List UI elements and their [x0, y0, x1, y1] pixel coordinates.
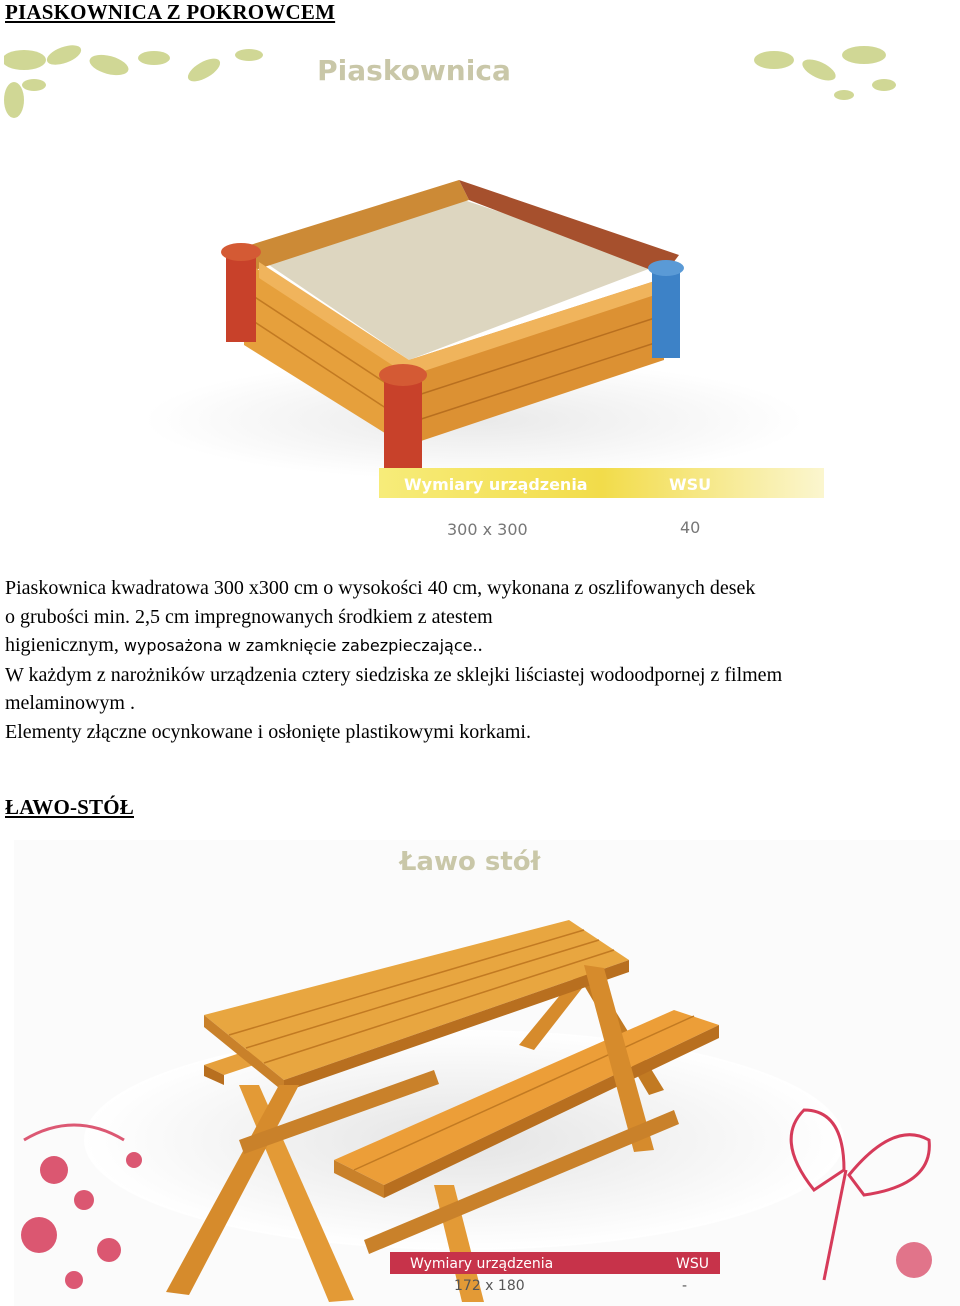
description-text-sans: wyposażona w zamknięcie zabezpieczające. [123, 636, 478, 655]
sandbox-description [5, 574, 960, 746]
description-text: higienicznym, [5, 634, 124, 656]
description-line: o grubości min. 2,5 cm impregnowanych środkiem z atestem [5, 605, 493, 628]
dimensions-value: 172 x 180 [454, 1278, 525, 1294]
band-label: Wymiary urządzenia [404, 475, 588, 494]
bench-table-illustration [14, 840, 960, 1306]
description-text: . [477, 634, 483, 656]
description-line: melaminowym . [5, 692, 135, 714]
description-line: Piaskownica kwadratowa 300 x300 cm o wysokości 40 cm, wykonana z oszlifowanych desek [5, 577, 756, 599]
sandbox-illustration [4, 40, 904, 560]
bench-table-figure [14, 840, 960, 1306]
band-label: Wymiary urządzenia [410, 1256, 554, 1272]
band-code: WSU [676, 1256, 709, 1272]
bench-table-figure-title: Ławo stół [399, 847, 541, 877]
height-value: - [682, 1278, 688, 1294]
band-code: WSU [669, 475, 712, 494]
description-line [5, 631, 960, 661]
leaf-ornament-left [4, 41, 263, 118]
section-heading-bench-table: ŁAWO-STÓŁ [5, 795, 134, 819]
dimensions-value: 300 x 300 [447, 520, 528, 539]
sandbox-figure [4, 40, 904, 560]
sandbox-figure-title: Piaskownica [317, 54, 511, 87]
height-value: 40 [680, 518, 701, 537]
section-heading-sandbox: PIASKOWNICA Z POKROWCEM [5, 0, 336, 24]
description-line: Elementy złączne ocynkowane i osłonięte plastikowymi korkami. [5, 720, 531, 743]
description-line: W każdym z narożników urządzenia cztery siedziska ze sklejki liściastej wodoodpornej z filmem [5, 663, 783, 686]
leaf-ornament-right [754, 46, 896, 100]
